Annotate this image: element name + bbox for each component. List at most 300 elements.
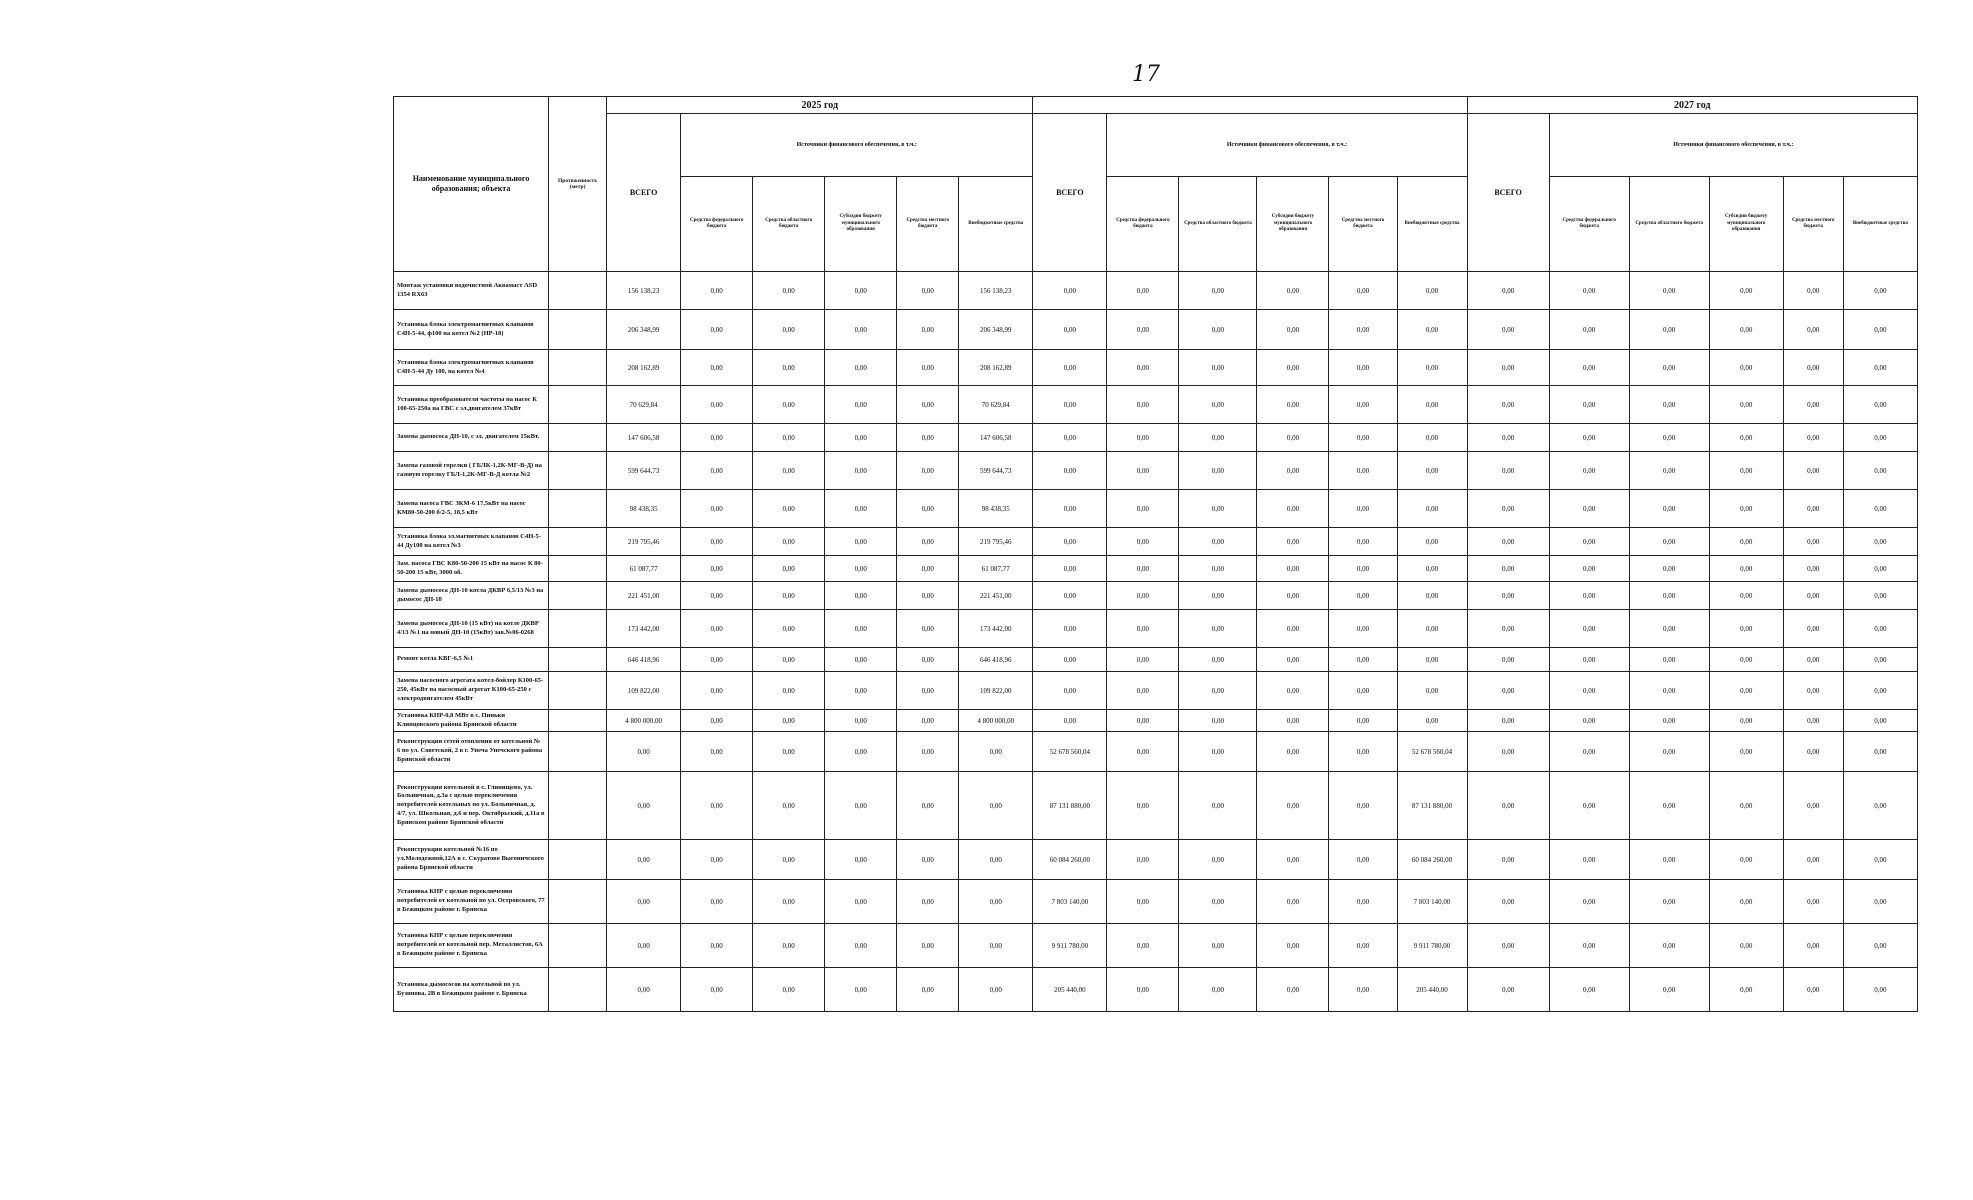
- amount-cell: 0,00: [1783, 840, 1843, 880]
- amount-cell: 0,00: [1843, 968, 1917, 1012]
- amount-cell: 0,00: [1107, 582, 1179, 610]
- amount-cell: 0,00: [1549, 732, 1629, 772]
- amount-cell: 0,00: [825, 386, 897, 424]
- amount-cell: 0,00: [753, 672, 825, 710]
- amount-cell: 0,00: [1107, 772, 1179, 840]
- header-sub-source: Внебюджетные средства: [1397, 177, 1467, 272]
- length-cell: [549, 732, 607, 772]
- amount-cell: 0,00: [1257, 452, 1329, 490]
- length-cell: [549, 452, 607, 490]
- amount-cell: 0,00: [1467, 272, 1549, 310]
- object-name-cell: Установка блока электромагнитных клапанов С4Н-5-44, ф100 на котел №2 (НР-18): [394, 310, 549, 350]
- amount-cell: 0,00: [1107, 880, 1179, 924]
- amount-cell: 0,00: [1397, 386, 1467, 424]
- amount-cell: 0,00: [1709, 840, 1783, 880]
- amount-cell: 0,00: [1033, 582, 1107, 610]
- header-total-2027: ВСЕГО: [1467, 114, 1549, 272]
- amount-cell: 205 440,00: [1397, 968, 1467, 1012]
- amount-cell: 0,00: [1179, 582, 1257, 610]
- amount-cell: 0,00: [1549, 272, 1629, 310]
- amount-cell: 0,00: [1179, 772, 1257, 840]
- length-cell: [549, 610, 607, 648]
- amount-cell: 52 678 560,04: [1397, 732, 1467, 772]
- amount-cell: 0,00: [1257, 772, 1329, 840]
- amount-cell: 0,00: [1843, 772, 1917, 840]
- amount-cell: 0,00: [1629, 424, 1709, 452]
- amount-cell: 0,00: [1033, 610, 1107, 648]
- amount-cell: 0,00: [897, 272, 959, 310]
- amount-cell: 0,00: [1033, 556, 1107, 582]
- amount-cell: 0,00: [897, 710, 959, 732]
- amount-cell: 0,00: [1709, 610, 1783, 648]
- amount-cell: 0,00: [607, 732, 681, 772]
- header-sub-source: Средства федерального бюджета: [1107, 177, 1179, 272]
- amount-cell: 0,00: [753, 732, 825, 772]
- amount-cell: 0,00: [1783, 880, 1843, 924]
- amount-cell: 0,00: [1397, 672, 1467, 710]
- object-name-cell: Замена насосного агрегата котел-бойлер К100-65-250, 45кВт на насосный агрегат К100-65-250 с электродвигателем 45кВт: [394, 672, 549, 710]
- amount-cell: 9 911 780,00: [1033, 924, 1107, 968]
- amount-cell: 0,00: [1709, 272, 1783, 310]
- header-sub-source: Средства местного бюджета: [897, 177, 959, 272]
- amount-cell: 0,00: [1783, 350, 1843, 386]
- amount-cell: 0,00: [1257, 732, 1329, 772]
- amount-cell: 0,00: [1329, 672, 1397, 710]
- length-cell: [549, 772, 607, 840]
- amount-cell: 0,00: [1549, 556, 1629, 582]
- amount-cell: 0,00: [897, 556, 959, 582]
- amount-cell: 0,00: [607, 840, 681, 880]
- amount-cell: 0,00: [1257, 528, 1329, 556]
- amount-cell: 0,00: [1549, 528, 1629, 556]
- header-year-2026: [1033, 97, 1467, 114]
- amount-cell: 0,00: [1107, 528, 1179, 556]
- amount-cell: 0,00: [1467, 490, 1549, 528]
- amount-cell: 206 348,99: [607, 310, 681, 350]
- amount-cell: 0,00: [825, 310, 897, 350]
- amount-cell: 0,00: [1467, 648, 1549, 672]
- amount-cell: 0,00: [825, 528, 897, 556]
- header-sub-source: Средства федерального бюджета: [1549, 177, 1629, 272]
- amount-cell: 0,00: [1783, 556, 1843, 582]
- amount-cell: 0,00: [825, 924, 897, 968]
- header-total-2026: ВСЕГО: [1033, 114, 1107, 272]
- amount-cell: 0,00: [753, 272, 825, 310]
- amount-cell: 0,00: [1629, 350, 1709, 386]
- amount-cell: 0,00: [1107, 424, 1179, 452]
- amount-cell: 0,00: [1629, 880, 1709, 924]
- amount-cell: 0,00: [1397, 490, 1467, 528]
- amount-cell: 0,00: [681, 350, 753, 386]
- object-name-cell: Замена газовой горелки ( ГБЛК-1,2К-МГ-В-Д) на газовую горелку ГБЛ-1,2К-МГ-В-Д котла №2: [394, 452, 549, 490]
- length-cell: [549, 672, 607, 710]
- amount-cell: 0,00: [1783, 968, 1843, 1012]
- amount-cell: 0,00: [1467, 772, 1549, 840]
- amount-cell: 0,00: [897, 424, 959, 452]
- amount-cell: 0,00: [897, 672, 959, 710]
- table-row: [394, 556, 1918, 582]
- amount-cell: 7 803 140,00: [1033, 880, 1107, 924]
- amount-cell: 0,00: [1033, 648, 1107, 672]
- amount-cell: 0,00: [1257, 350, 1329, 386]
- amount-cell: 0,00: [753, 582, 825, 610]
- amount-cell: 0,00: [607, 924, 681, 968]
- amount-cell: 0,00: [1709, 490, 1783, 528]
- amount-cell: 0,00: [1629, 732, 1709, 772]
- amount-cell: 0,00: [1397, 648, 1467, 672]
- amount-cell: 61 087,77: [607, 556, 681, 582]
- amount-cell: 0,00: [681, 732, 753, 772]
- amount-cell: 0,00: [681, 386, 753, 424]
- amount-cell: 0,00: [1257, 840, 1329, 880]
- object-name-cell: Зам. насоса ГВС К80-50-200 15 кВт на насос К 80-50-200 15 кВт, 3000 об.: [394, 556, 549, 582]
- table-row: [394, 386, 1918, 424]
- amount-cell: 0,00: [681, 610, 753, 648]
- amount-cell: 0,00: [825, 880, 897, 924]
- table-row: [394, 968, 1918, 1012]
- object-name-cell: Монтаж установки водочистной Аквамаст ASD 1354 RX63: [394, 272, 549, 310]
- header-sub-source: Внебюджетные средства: [1843, 177, 1917, 272]
- amount-cell: 0,00: [1107, 386, 1179, 424]
- amount-cell: 0,00: [1329, 880, 1397, 924]
- amount-cell: 0,00: [1329, 582, 1397, 610]
- amount-cell: 0,00: [1257, 672, 1329, 710]
- amount-cell: 0,00: [825, 648, 897, 672]
- length-cell: [549, 648, 607, 672]
- amount-cell: 0,00: [1257, 610, 1329, 648]
- amount-cell: 0,00: [1783, 648, 1843, 672]
- amount-cell: 0,00: [1629, 968, 1709, 1012]
- table-row: [394, 424, 1918, 452]
- amount-cell: 0,00: [1709, 880, 1783, 924]
- amount-cell: 0,00: [897, 968, 959, 1012]
- table-row: [394, 732, 1918, 772]
- table-row: [394, 772, 1918, 840]
- amount-cell: 0,00: [1467, 924, 1549, 968]
- amount-cell: 0,00: [959, 732, 1033, 772]
- amount-cell: 0,00: [1467, 880, 1549, 924]
- amount-cell: 0,00: [1549, 350, 1629, 386]
- amount-cell: 0,00: [681, 924, 753, 968]
- amount-cell: 0,00: [681, 452, 753, 490]
- object-name-cell: Установка блока эл.магнитных клапанов С4Н-5-44 Ду100 на котел №3: [394, 528, 549, 556]
- amount-cell: 4 800 000,00: [607, 710, 681, 732]
- amount-cell: 52 678 560,04: [1033, 732, 1107, 772]
- amount-cell: 599 644,73: [959, 452, 1033, 490]
- amount-cell: 219 795,46: [959, 528, 1033, 556]
- amount-cell: 0,00: [825, 350, 897, 386]
- object-name-cell: Замена дымососа ДН-10, с эл. двигателем 15кВт.: [394, 424, 549, 452]
- amount-cell: 0,00: [1629, 556, 1709, 582]
- amount-cell: 0,00: [1549, 648, 1629, 672]
- object-name-cell: Установка преобразователя частоты на насос К 100-65-250а на ГВС с эл.двигателем 37кВт: [394, 386, 549, 424]
- length-cell: [549, 840, 607, 880]
- table-row: [394, 350, 1918, 386]
- amount-cell: 0,00: [1783, 710, 1843, 732]
- amount-cell: 0,00: [1629, 610, 1709, 648]
- amount-cell: 0,00: [1549, 452, 1629, 490]
- header-sub-source: Внебюджетные средства: [959, 177, 1033, 272]
- amount-cell: 0,00: [1107, 556, 1179, 582]
- amount-cell: 0,00: [1709, 310, 1783, 350]
- amount-cell: 0,00: [1257, 710, 1329, 732]
- amount-cell: 0,00: [1629, 840, 1709, 880]
- object-name-cell: Установка блока электромагнитных клапанов С4Н-5-44 Ду 100, на котел №4: [394, 350, 549, 386]
- amount-cell: 0,00: [1329, 490, 1397, 528]
- amount-cell: 0,00: [1397, 452, 1467, 490]
- amount-cell: 208 162,89: [959, 350, 1033, 386]
- table-row: [394, 648, 1918, 672]
- amount-cell: 0,00: [1329, 528, 1397, 556]
- table-row: [394, 490, 1918, 528]
- amount-cell: 0,00: [1329, 648, 1397, 672]
- amount-cell: 0,00: [1107, 732, 1179, 772]
- amount-cell: 60 084 260,00: [1033, 840, 1107, 880]
- amount-cell: 0,00: [1179, 880, 1257, 924]
- table-row: [394, 710, 1918, 732]
- amount-cell: 0,00: [1179, 386, 1257, 424]
- header-year-2027: 2027 год: [1467, 97, 1917, 114]
- amount-cell: 0,00: [1257, 880, 1329, 924]
- amount-cell: 0,00: [1179, 452, 1257, 490]
- amount-cell: 0,00: [753, 968, 825, 1012]
- amount-cell: 646 418,96: [607, 648, 681, 672]
- amount-cell: 0,00: [1397, 556, 1467, 582]
- amount-cell: 0,00: [1179, 424, 1257, 452]
- amount-cell: 0,00: [1179, 490, 1257, 528]
- amount-cell: 156 138,23: [959, 272, 1033, 310]
- amount-cell: 0,00: [897, 648, 959, 672]
- amount-cell: 0,00: [1843, 490, 1917, 528]
- amount-cell: 0,00: [1397, 528, 1467, 556]
- amount-cell: 0,00: [1467, 424, 1549, 452]
- amount-cell: 0,00: [1033, 528, 1107, 556]
- amount-cell: 0,00: [959, 840, 1033, 880]
- amount-cell: 0,00: [1397, 582, 1467, 610]
- amount-cell: 0,00: [1329, 310, 1397, 350]
- amount-cell: 0,00: [1467, 528, 1549, 556]
- amount-cell: 0,00: [753, 490, 825, 528]
- amount-cell: 0,00: [681, 490, 753, 528]
- amount-cell: 0,00: [1107, 710, 1179, 732]
- amount-cell: 0,00: [1783, 772, 1843, 840]
- header-sub-source: Субсидии бюджету муниципального образования: [1257, 177, 1329, 272]
- amount-cell: 205 440,00: [1033, 968, 1107, 1012]
- amount-cell: 0,00: [825, 840, 897, 880]
- amount-cell: 0,00: [607, 880, 681, 924]
- amount-cell: 0,00: [959, 880, 1033, 924]
- amount-cell: 0,00: [825, 582, 897, 610]
- amount-cell: 0,00: [1629, 582, 1709, 610]
- header-sub-source: Средства областного бюджета: [753, 177, 825, 272]
- table-row: [394, 582, 1918, 610]
- table-row: [394, 672, 1918, 710]
- amount-cell: 0,00: [1709, 648, 1783, 672]
- amount-cell: 0,00: [1467, 310, 1549, 350]
- amount-cell: 0,00: [1629, 490, 1709, 528]
- amount-cell: 0,00: [897, 350, 959, 386]
- header-sub-source: Средства местного бюджета: [1783, 177, 1843, 272]
- amount-cell: 0,00: [1467, 840, 1549, 880]
- amount-cell: 147 606,58: [607, 424, 681, 452]
- header-total-2025: ВСЕГО: [607, 114, 681, 272]
- amount-cell: 0,00: [1033, 350, 1107, 386]
- amount-cell: 0,00: [1843, 452, 1917, 490]
- amount-cell: 0,00: [753, 924, 825, 968]
- amount-cell: 0,00: [825, 772, 897, 840]
- amount-cell: 0,00: [897, 840, 959, 880]
- amount-cell: 0,00: [1709, 452, 1783, 490]
- length-cell: [549, 310, 607, 350]
- amount-cell: 0,00: [1107, 840, 1179, 880]
- amount-cell: 0,00: [1843, 710, 1917, 732]
- object-name-cell: Замена насоса ГВС ЗКМ-6 17,5кВт на насос КМ80-50-200 б/2-5, 18,5 кВт: [394, 490, 549, 528]
- amount-cell: 0,00: [1843, 648, 1917, 672]
- amount-cell: 0,00: [825, 556, 897, 582]
- table-row: [394, 452, 1918, 490]
- amount-cell: 0,00: [1107, 610, 1179, 648]
- amount-cell: 109 822,00: [959, 672, 1033, 710]
- amount-cell: 0,00: [1709, 772, 1783, 840]
- amount-cell: 0,00: [1397, 710, 1467, 732]
- amount-cell: 0,00: [1843, 272, 1917, 310]
- amount-cell: 0,00: [753, 386, 825, 424]
- amount-cell: 0,00: [1179, 924, 1257, 968]
- amount-cell: 0,00: [897, 924, 959, 968]
- amount-cell: 0,00: [1329, 732, 1397, 772]
- amount-cell: 0,00: [1783, 528, 1843, 556]
- amount-cell: 0,00: [1709, 424, 1783, 452]
- amount-cell: 0,00: [1033, 310, 1107, 350]
- amount-cell: 0,00: [1709, 710, 1783, 732]
- amount-cell: 0,00: [1033, 452, 1107, 490]
- amount-cell: 0,00: [1033, 672, 1107, 710]
- object-name-cell: Реконструкция сетей отопления от котельной № 6 по ул. Советской, 2 в г. Унеча Унечского района Брянской области: [394, 732, 549, 772]
- amount-cell: 0,00: [1783, 424, 1843, 452]
- amount-cell: 0,00: [1329, 556, 1397, 582]
- object-name-cell: Замена дымососа ДН-10 котла ДКВР 6,5/13 №3 на дымосос ДН-10: [394, 582, 549, 610]
- amount-cell: 0,00: [753, 528, 825, 556]
- amount-cell: 0,00: [1709, 350, 1783, 386]
- header-name: Наименование муниципального образования; объекта: [394, 97, 549, 272]
- length-cell: [549, 386, 607, 424]
- amount-cell: 156 138,23: [607, 272, 681, 310]
- amount-cell: 0,00: [897, 386, 959, 424]
- amount-cell: 208 162,89: [607, 350, 681, 386]
- amount-cell: 0,00: [1033, 710, 1107, 732]
- amount-cell: 0,00: [1107, 350, 1179, 386]
- amount-cell: 70 629,84: [607, 386, 681, 424]
- amount-cell: 0,00: [825, 272, 897, 310]
- object-name-cell: Реконструкция котельной в с. Глинищево, ул. Больничная, д.3а с целью переключения потребителей котельных по ул. Больничная, д. 4/7, ул. Школьная, д.6 и пер. Октябрьский, д.11а в Брянском районе Брянской области: [394, 772, 549, 840]
- amount-cell: 0,00: [681, 968, 753, 1012]
- table-row: [394, 880, 1918, 924]
- amount-cell: 61 087,77: [959, 556, 1033, 582]
- amount-cell: 0,00: [1397, 610, 1467, 648]
- amount-cell: 0,00: [1843, 386, 1917, 424]
- amount-cell: 0,00: [1709, 924, 1783, 968]
- length-cell: [549, 582, 607, 610]
- amount-cell: 0,00: [681, 672, 753, 710]
- amount-cell: 0,00: [1629, 648, 1709, 672]
- length-cell: [549, 528, 607, 556]
- amount-cell: 0,00: [1549, 610, 1629, 648]
- amount-cell: 0,00: [825, 968, 897, 1012]
- amount-cell: 0,00: [1179, 732, 1257, 772]
- length-cell: [549, 272, 607, 310]
- amount-cell: 98 438,35: [959, 490, 1033, 528]
- amount-cell: 0,00: [1783, 490, 1843, 528]
- amount-cell: 0,00: [1629, 452, 1709, 490]
- amount-cell: 0,00: [959, 968, 1033, 1012]
- amount-cell: 0,00: [1467, 968, 1549, 1012]
- table-row: [394, 310, 1918, 350]
- amount-cell: 0,00: [753, 710, 825, 732]
- header-row-years: [394, 97, 1918, 114]
- amount-cell: 0,00: [1843, 556, 1917, 582]
- amount-cell: 0,00: [1549, 582, 1629, 610]
- amount-cell: 0,00: [753, 310, 825, 350]
- header-sub-source: Средства областного бюджета: [1629, 177, 1709, 272]
- amount-cell: 0,00: [1179, 528, 1257, 556]
- financing-table: [393, 96, 1918, 1012]
- amount-cell: 0,00: [1549, 772, 1629, 840]
- amount-cell: 0,00: [1257, 272, 1329, 310]
- amount-cell: 0,00: [1179, 968, 1257, 1012]
- amount-cell: 0,00: [1329, 386, 1397, 424]
- header-sources-2025: Источники финансового обеспечения, в т.ч.:: [681, 114, 1033, 177]
- amount-cell: 0,00: [1397, 424, 1467, 452]
- amount-cell: 98 438,35: [607, 490, 681, 528]
- amount-cell: 0,00: [1783, 610, 1843, 648]
- header-sources-2027: Источники финансового обеспечения, в т.ч.:: [1549, 114, 1917, 177]
- amount-cell: 0,00: [1107, 310, 1179, 350]
- amount-cell: 0,00: [1257, 386, 1329, 424]
- header-sub-source: Средства федерального бюджета: [681, 177, 753, 272]
- amount-cell: 0,00: [1329, 452, 1397, 490]
- amount-cell: 0,00: [1549, 710, 1629, 732]
- amount-cell: 9 911 780,00: [1397, 924, 1467, 968]
- amount-cell: 0,00: [1329, 610, 1397, 648]
- amount-cell: 0,00: [1709, 528, 1783, 556]
- amount-cell: 0,00: [1783, 582, 1843, 610]
- amount-cell: 0,00: [825, 672, 897, 710]
- amount-cell: 0,00: [1179, 672, 1257, 710]
- amount-cell: 0,00: [1467, 710, 1549, 732]
- amount-cell: 0,00: [897, 582, 959, 610]
- amount-cell: 0,00: [1397, 310, 1467, 350]
- amount-cell: 0,00: [1179, 556, 1257, 582]
- amount-cell: 0,00: [897, 452, 959, 490]
- amount-cell: 0,00: [1843, 880, 1917, 924]
- amount-cell: 0,00: [1467, 350, 1549, 386]
- amount-cell: 0,00: [1629, 924, 1709, 968]
- header-sub-source: Средства областного бюджета: [1179, 177, 1257, 272]
- amount-cell: 0,00: [681, 582, 753, 610]
- amount-cell: 0,00: [897, 732, 959, 772]
- amount-cell: 87 131 880,00: [1397, 772, 1467, 840]
- amount-cell: 0,00: [1843, 350, 1917, 386]
- amount-cell: 0,00: [1467, 732, 1549, 772]
- amount-cell: 0,00: [753, 610, 825, 648]
- amount-cell: 0,00: [1549, 968, 1629, 1012]
- amount-cell: 0,00: [753, 556, 825, 582]
- amount-cell: 7 803 140,00: [1397, 880, 1467, 924]
- amount-cell: 0,00: [1179, 840, 1257, 880]
- amount-cell: 0,00: [681, 528, 753, 556]
- amount-cell: 0,00: [1467, 452, 1549, 490]
- amount-cell: 0,00: [1257, 310, 1329, 350]
